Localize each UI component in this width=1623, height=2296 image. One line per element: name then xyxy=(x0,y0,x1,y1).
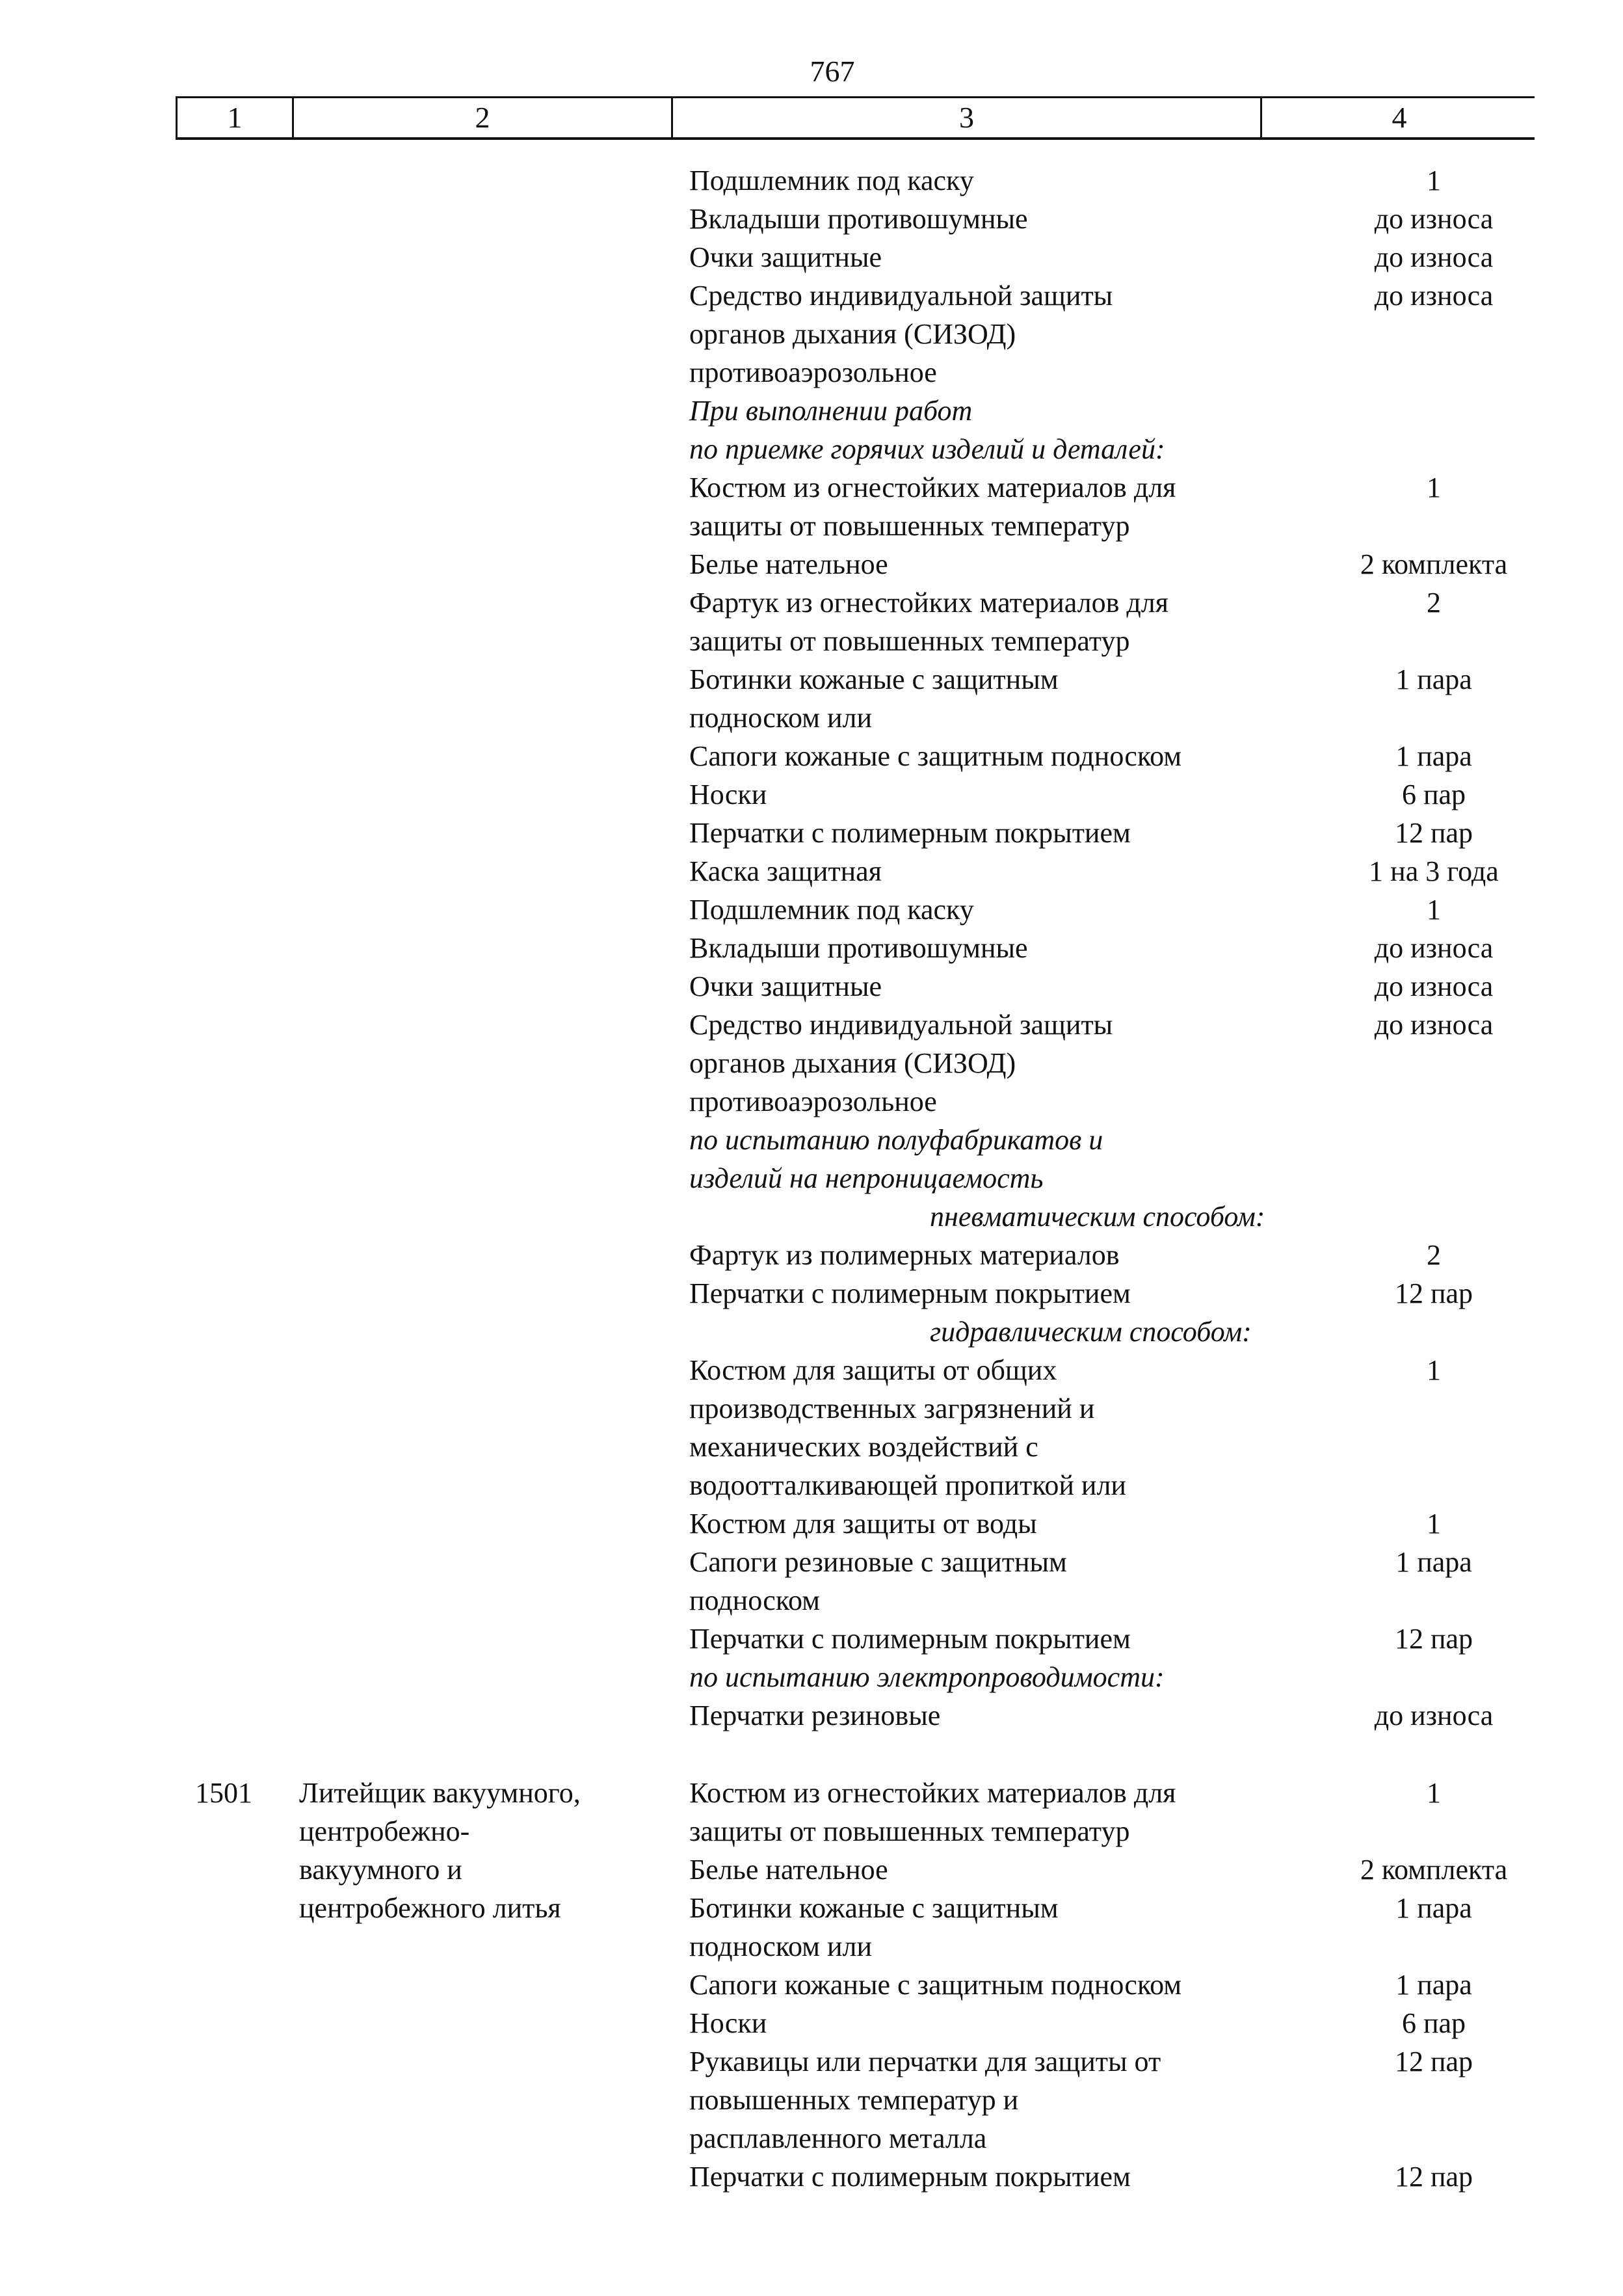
item-cell: подноском xyxy=(689,1584,820,1616)
table-row xyxy=(0,2004,1623,2042)
table-row xyxy=(0,1236,1623,1274)
table-row xyxy=(0,1504,1623,1543)
item-cell: водоотталкивающей пропиткой или xyxy=(689,1469,1126,1501)
table-row xyxy=(0,507,1623,545)
norm-cell: 2 xyxy=(1427,1239,1441,1271)
norm-cell xyxy=(1339,1082,1528,1121)
table-row xyxy=(0,1044,1623,1082)
header-col-3: 3 xyxy=(671,98,1260,137)
item-cell: расплавленного металла xyxy=(689,2122,987,2154)
table-row xyxy=(0,161,1623,200)
table-row xyxy=(0,238,1623,276)
norm-cell xyxy=(1339,1428,1528,1466)
norm-cell: 1 xyxy=(1427,1777,1441,1809)
item-cell: противоаэрозольное xyxy=(689,1086,937,1117)
norm-cell xyxy=(1339,2081,1528,2119)
norm-cell: 1 xyxy=(1427,894,1441,926)
norm-cell xyxy=(1339,1927,1528,1966)
table-row xyxy=(0,814,1623,852)
table-row xyxy=(0,737,1623,775)
table-row xyxy=(0,699,1623,737)
item-cell: Перчатки с полимерным покрытием xyxy=(689,2161,1131,2193)
item-cell: Каска защитная xyxy=(689,855,882,887)
norm-cell: 1 пара xyxy=(1395,663,1472,695)
item-cell: защиты от повышенных температур xyxy=(689,1815,1130,1847)
norm-cell: 1 пара xyxy=(1395,1969,1472,2001)
table-row xyxy=(0,1581,1623,1620)
table-row xyxy=(0,852,1623,890)
norm-cell: 1 пара xyxy=(1395,1546,1472,1578)
table-row xyxy=(0,2081,1623,2119)
table-row xyxy=(0,468,1623,507)
table-row xyxy=(0,545,1623,583)
item-cell: Фартук из огнестойких материалов для xyxy=(689,587,1168,619)
section-heading-text: При выполнении работ xyxy=(689,395,973,427)
norm-cell xyxy=(1339,622,1528,660)
item-cell: защиты от повышенных температур xyxy=(689,510,1130,542)
section-heading xyxy=(0,430,1623,468)
table-row xyxy=(0,315,1623,353)
section-heading-text: по испытанию электропроводимости: xyxy=(689,1661,1165,1693)
norm-cell: 2 комплекта xyxy=(1360,548,1508,580)
item-cell: органов дыхания (СИЗОД) xyxy=(689,318,1016,350)
item-cell: Сапоги кожаные с защитным подноском xyxy=(689,740,1182,772)
table-row xyxy=(0,583,1623,622)
item-cell: Ботинки кожаные с защитным xyxy=(689,663,1059,695)
table-row xyxy=(0,775,1623,814)
norm-cell: 1 xyxy=(1427,165,1441,196)
norm-cell: 1 пара xyxy=(1395,1892,1472,1924)
table-body xyxy=(0,161,1623,2196)
section-heading xyxy=(0,392,1623,430)
item-cell: Костюм для защиты от общих xyxy=(689,1354,1057,1386)
item-cell: защиты от повышенных температур xyxy=(689,625,1130,657)
table-row xyxy=(0,1812,1623,1850)
norm-cell: 12 пар xyxy=(1394,1277,1473,1309)
norm-cell xyxy=(1339,1044,1528,1082)
item-cell: Очки защитные xyxy=(689,970,882,1002)
norm-cell: до износа xyxy=(1374,1700,1494,1731)
item-cell: Сапоги кожаные с защитным подноском xyxy=(689,1969,1182,2001)
table-row xyxy=(0,1696,1623,1735)
header-col-2: 2 xyxy=(292,98,671,137)
item-cell: повышенных температур и xyxy=(689,2084,1019,2116)
item-cell: Перчатки резиновые xyxy=(689,1700,941,1731)
table-row xyxy=(0,1774,1623,1812)
header-col-1: 1 xyxy=(176,98,292,137)
table-row xyxy=(0,1351,1623,1389)
norm-cell: 12 пар xyxy=(1394,1623,1473,1655)
norm-cell: 2 xyxy=(1427,587,1441,619)
entry-number: 1501 xyxy=(195,1777,252,1809)
item-cell: Подшлемник под каску xyxy=(689,894,974,926)
table-row xyxy=(0,1274,1623,1313)
norm-cell xyxy=(1339,1812,1528,1850)
profession-line: Литейщик вакуумного, xyxy=(299,1777,581,1809)
item-cell: Носки xyxy=(689,2007,767,2039)
norm-cell: до износа xyxy=(1374,241,1494,273)
table-row xyxy=(0,1620,1623,1658)
norm-cell xyxy=(1339,2119,1528,2157)
section-heading xyxy=(0,1658,1623,1696)
item-cell: противоаэрозольное xyxy=(689,356,937,388)
norm-cell: до износа xyxy=(1374,203,1494,235)
section-heading-text: по испытанию полуфабрикатов и xyxy=(689,1124,1103,1156)
item-cell: Белье нательное xyxy=(689,1854,888,1886)
table-header xyxy=(176,96,1535,140)
item-cell: Перчатки с полимерным покрытием xyxy=(689,1623,1131,1655)
item-cell: Средство индивидуальной защиты xyxy=(689,1009,1113,1041)
norm-cell xyxy=(1339,1581,1528,1620)
norm-cell: 1 xyxy=(1427,1354,1441,1386)
norm-cell: до износа xyxy=(1374,280,1494,312)
table-row xyxy=(0,1850,1623,1889)
item-cell: Ботинки кожаные с защитным xyxy=(689,1892,1059,1924)
table-row xyxy=(0,1889,1623,1927)
table-row xyxy=(0,1466,1623,1504)
norm-cell: 1 пара xyxy=(1395,740,1472,772)
norm-cell: 1 на 3 года xyxy=(1369,855,1499,887)
norm-cell: 6 пар xyxy=(1401,779,1466,810)
norm-cell: 2 комплекта xyxy=(1360,1854,1508,1886)
section-heading xyxy=(0,1159,1623,1197)
table-row xyxy=(0,1428,1623,1466)
item-cell: Костюм из огнестойких материалов для xyxy=(689,472,1176,503)
section-heading-text: пневматическим способом: xyxy=(930,1201,1265,1233)
norm-cell: 12 пар xyxy=(1394,2161,1473,2193)
item-cell: производственных загрязнений и xyxy=(689,1393,1095,1424)
profession-line: центробежного литья xyxy=(299,1892,561,1924)
table-row xyxy=(0,1389,1623,1428)
item-cell: Сапоги резиновые с защитным xyxy=(689,1546,1067,1578)
norm-cell xyxy=(1339,1466,1528,1504)
norm-cell xyxy=(1339,1389,1528,1428)
profession-line: центробежно- xyxy=(299,1815,470,1847)
item-cell: Перчатки с полимерным покрытием xyxy=(689,817,1131,849)
table-row xyxy=(0,1543,1623,1581)
item-cell: механических воздействий с xyxy=(689,1431,1038,1463)
item-cell: Рукавицы или перчатки для защиты от xyxy=(689,2046,1161,2077)
item-cell: подноском или xyxy=(689,1930,873,1962)
table-row xyxy=(0,622,1623,660)
table-row xyxy=(0,353,1623,392)
table-row xyxy=(0,1966,1623,2004)
norm-cell: до износа xyxy=(1374,970,1494,1002)
norm-cell xyxy=(1339,315,1528,353)
table-row xyxy=(0,200,1623,238)
norm-cell: 1 xyxy=(1427,472,1441,503)
table-row xyxy=(0,929,1623,967)
section-heading-text: гидравлическим способом: xyxy=(930,1316,1252,1348)
item-cell: Фартук из полимерных материалов xyxy=(689,1239,1120,1271)
table-row xyxy=(0,1082,1623,1121)
norm-cell xyxy=(1339,353,1528,392)
norm-cell xyxy=(1339,699,1528,737)
item-cell: Перчатки с полимерным покрытием xyxy=(689,1277,1131,1309)
item-cell: Средство индивидуальной защиты xyxy=(689,280,1113,312)
norm-cell: 1 xyxy=(1427,1508,1441,1540)
norm-cell: до износа xyxy=(1374,1009,1494,1041)
item-cell: Очки защитные xyxy=(689,241,882,273)
section-heading xyxy=(0,1197,1623,1236)
table-row xyxy=(0,1006,1623,1044)
item-cell: органов дыхания (СИЗОД) xyxy=(689,1047,1016,1079)
item-cell: Вкладыши противошумные xyxy=(689,203,1028,235)
spacer xyxy=(0,1735,1623,1774)
item-cell: Белье нательное xyxy=(689,548,888,580)
table-row xyxy=(0,890,1623,929)
item-cell: Вкладыши противошумные xyxy=(689,932,1028,964)
norm-cell xyxy=(1339,507,1528,545)
section-heading-text: изделий на непроницаемость xyxy=(689,1162,1044,1194)
section-heading-text: по приемке горячих изделий и деталей: xyxy=(689,433,1165,465)
item-cell: Костюм для защиты от воды xyxy=(689,1508,1037,1540)
table-row xyxy=(0,660,1623,699)
table-row xyxy=(0,2119,1623,2157)
item-cell: подноском или xyxy=(689,702,873,734)
table-row xyxy=(0,276,1623,315)
table-row xyxy=(0,1927,1623,1966)
norm-cell: 12 пар xyxy=(1394,2046,1473,2077)
section-heading xyxy=(0,1313,1623,1351)
header-col-4: 4 xyxy=(1260,98,1537,137)
norm-cell: до износа xyxy=(1374,932,1494,964)
norm-cell: 6 пар xyxy=(1401,2007,1466,2039)
table-row xyxy=(0,2157,1623,2196)
item-cell: Костюм из огнестойких материалов для xyxy=(689,1777,1176,1809)
profession-line: вакуумного и xyxy=(299,1854,462,1886)
item-cell: Подшлемник под каску xyxy=(689,165,974,196)
norm-cell: 12 пар xyxy=(1394,817,1473,849)
table-row xyxy=(0,967,1623,1006)
table-row xyxy=(0,2042,1623,2081)
item-cell: Носки xyxy=(689,779,767,810)
section-heading xyxy=(0,1121,1623,1159)
page-number: 767 xyxy=(810,55,855,88)
